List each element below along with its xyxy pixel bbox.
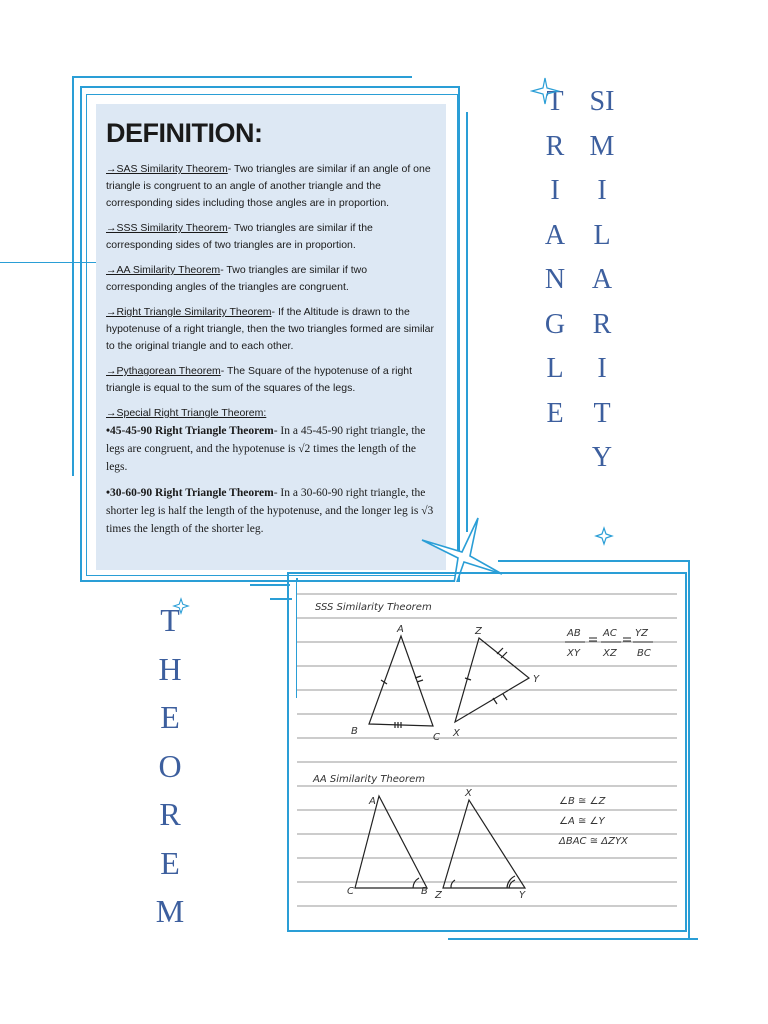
title-letter: R (159, 796, 181, 832)
star-icon (172, 597, 190, 615)
title-letter: H (158, 650, 182, 687)
definition-text: - In a 30-60-90 right triangle, the shorter leg is half the length of the hypotenuse, and the longer leg is √3 times the length of the shorter leg. (106, 487, 434, 535)
ratio-denominator: XY (567, 648, 580, 659)
definition-text: - Two triangles are similar if two corresponding angles of the triangles are congruent. (106, 264, 368, 293)
vertex-label: A (397, 624, 404, 635)
notebook-drawing (297, 582, 677, 918)
title-letter: I (597, 175, 607, 206)
title-letter: G (544, 308, 566, 340)
title-letter: E (160, 844, 180, 881)
definition-label: →Special Right Triangle Theorem: (106, 407, 267, 419)
frame-line (72, 76, 412, 78)
title-letter: T (593, 397, 611, 429)
frame-line (498, 560, 688, 562)
congruence-statement: ∠B ≅ ∠Z (559, 796, 606, 807)
vertex-label: B (351, 726, 358, 737)
title-letter: R (592, 308, 612, 340)
definition-item-45-45-90 (106, 422, 436, 476)
ratio-denominator: XZ (603, 648, 617, 659)
definition-label: →SSS Similarity Theorem (106, 222, 228, 234)
definition-panel (96, 104, 446, 570)
star-icon (530, 76, 560, 106)
title-letter: E (160, 699, 180, 735)
notebook-image (297, 582, 677, 918)
vertex-label: Y (519, 890, 526, 901)
congruence-statement: ∠A ≅ ∠Y (559, 816, 605, 827)
title-letter: O (158, 747, 182, 784)
ratio-numerator: AC (603, 628, 617, 639)
definition-label: →Right Triangle Similarity Theorem (106, 306, 272, 318)
frame-line (466, 112, 468, 532)
definition-text: - In a 45-45-90 right triangle, the legs are congruent, and the hypotenuse is √2 times the length of the legs. (106, 425, 426, 473)
title-letter: A (544, 219, 566, 251)
definition-text: - The Square of the hypotenuse of a right triangle is equal to the sum of the squares of the legs. (106, 365, 413, 394)
congruence-statement: ΔBAC ≅ ΔZYX (559, 836, 628, 847)
definition-label: •30-60-90 Right Triangle Theorem (106, 487, 274, 499)
ratio-denominator: BC (637, 648, 651, 659)
title-word-triangle (540, 80, 570, 436)
definition-text: - Two triangles are similar if an angle of one triangle is congruent to an angle of another triangle and the corresponding sides including those angles are in proportion. (106, 163, 431, 209)
ratio-numerator: AB (567, 628, 581, 639)
title-letter: L (546, 353, 564, 384)
title-letter: M (589, 130, 615, 162)
title-word-similarity (582, 80, 622, 481)
title-letter: Y (591, 442, 613, 473)
vertex-label: Z (435, 890, 442, 901)
definition-item-special (106, 405, 436, 422)
title-letter: R (545, 130, 565, 162)
vertex-label: B (421, 886, 428, 897)
vertex-label: Z (475, 626, 482, 637)
definition-label: →Pythagorean Theorem (106, 365, 221, 377)
frame-line (688, 560, 690, 940)
title-letter: T (546, 86, 564, 117)
notebook-heading-aa: AA Similarity Theorem (313, 774, 426, 785)
frame-line (72, 76, 74, 476)
notebook-heading-sss: SSS Similarity Theorem (315, 602, 432, 613)
title-letter: SI (589, 86, 615, 117)
title-letter: T (160, 602, 180, 638)
vertex-label: Y (533, 674, 540, 685)
definition-text: - Two triangles are similar if the corresponding sides of two triangles are in proportion. (106, 222, 373, 251)
definition-item-right-triangle (106, 304, 436, 355)
frame-line (250, 584, 290, 586)
title-letter: N (544, 264, 566, 295)
title-letter: I (550, 175, 560, 206)
title-letter: E (546, 397, 564, 429)
ratio-numerator: YZ (635, 628, 648, 639)
definition-title: DEFINITION: (106, 118, 263, 148)
definition-item-sas (106, 161, 436, 212)
definition-label: •45-45-90 Right Triangle Theorem (106, 425, 274, 437)
vertex-label: A (369, 796, 376, 807)
title-letter: L (593, 219, 611, 251)
definition-label: →SAS Similarity Theorem (106, 163, 228, 175)
definition-label: →AA Similarity Theorem (106, 264, 221, 276)
definition-item-pythagorean (106, 363, 436, 397)
star-icon (594, 526, 614, 546)
frame-line (448, 938, 698, 940)
definition-item-30-60-90 (106, 484, 436, 538)
definition-item-sss (106, 220, 436, 254)
title-letter: I (597, 353, 607, 384)
title-word-theorem (150, 596, 190, 936)
definition-text: - If the Altitude is drawn to the hypotenuse of a right triangle, then the two triangles formed are similar to the original triangle and to each other. (106, 306, 435, 352)
title-letter: M (155, 893, 185, 929)
vertex-label: C (433, 732, 440, 743)
vertex-label: X (465, 788, 472, 799)
definition-item-aa (106, 262, 436, 296)
title-letter: A (591, 264, 613, 295)
vertex-label: C (347, 886, 354, 897)
vertex-label: X (453, 728, 460, 739)
